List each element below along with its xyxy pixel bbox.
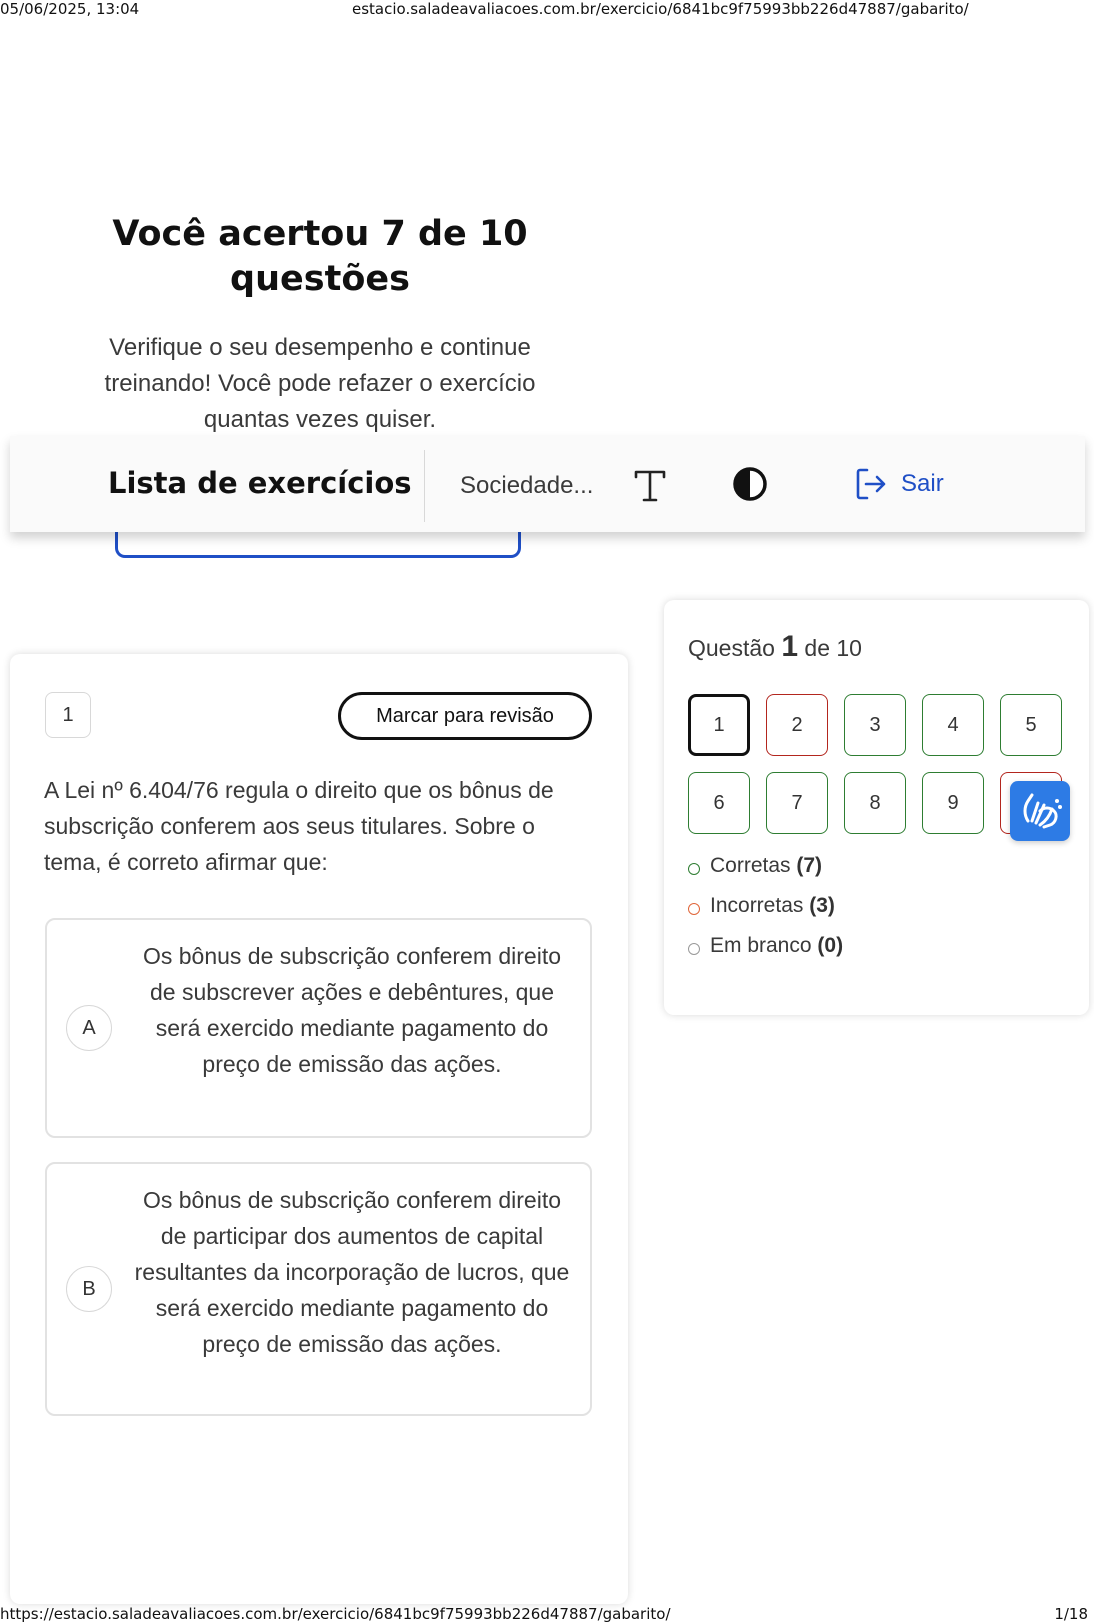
result-title: Você acertou 7 de 10 questões bbox=[112, 214, 528, 299]
question-nav-button[interactable]: 7 bbox=[766, 772, 828, 834]
exit-label: Sair bbox=[901, 470, 944, 497]
print-datetime: 05/06/2025, 13:04 bbox=[0, 0, 140, 18]
status-dot-icon bbox=[688, 863, 700, 875]
question-card bbox=[10, 654, 628, 1604]
legend-count: (3) bbox=[809, 894, 835, 917]
question-progress bbox=[688, 630, 862, 664]
answer-option-a[interactable] bbox=[45, 918, 592, 1138]
question-nav-button[interactable]: 2 bbox=[766, 694, 828, 756]
legend-text: Incorretas bbox=[710, 894, 804, 917]
print-header-url: estacio.saladeavaliacoes.com.br/exercicio/6841bc9f75993bb226d47887/gabarito/ bbox=[352, 0, 969, 18]
status-dot-icon bbox=[688, 943, 700, 955]
question-nav-button[interactable]: 4 bbox=[922, 694, 984, 756]
legend-count: (7) bbox=[796, 854, 823, 877]
status-dot-icon bbox=[688, 903, 700, 915]
exercise-toolbar bbox=[10, 436, 1085, 532]
answer-option-b[interactable] bbox=[45, 1162, 592, 1416]
legend-label bbox=[710, 934, 843, 958]
logout-icon bbox=[855, 467, 887, 501]
print-footer-url: https://estacio.saladeavaliacoes.com.br/exercicio/6841bc9f75993bb226d47887/gabarito/ bbox=[0, 1605, 671, 1623]
legend-label bbox=[710, 894, 835, 918]
sign-language-hands-icon[interactable] bbox=[1010, 781, 1070, 841]
print-footer bbox=[0, 1605, 1094, 1623]
question-nav-button[interactable]: 6 bbox=[688, 772, 750, 834]
question-nav-button[interactable]: 3 bbox=[844, 694, 906, 756]
toolbar-divider bbox=[424, 450, 425, 522]
option-text: Os bônus de subscrição conferem direito de participar dos aumentos de capital resultantes da incorporação de lucros, que será exercido mediante pagamento do preço de emissão das ações. bbox=[134, 1187, 570, 1357]
legend-count: (0) bbox=[817, 934, 844, 957]
option-letter: A bbox=[66, 1005, 112, 1051]
question-number-badge: 1 bbox=[45, 692, 91, 738]
print-header bbox=[0, 0, 1094, 18]
progress-prefix: Questão bbox=[688, 635, 775, 661]
question-nav-button[interactable]: 1 bbox=[688, 694, 750, 756]
exercise-list-title: Lista de exercícios bbox=[108, 466, 412, 500]
legend-text: Corretas bbox=[710, 854, 791, 877]
course-name: Sociedade... bbox=[460, 472, 594, 499]
option-letter: B bbox=[66, 1266, 112, 1312]
text-size-icon[interactable] bbox=[630, 464, 670, 504]
question-nav-button[interactable]: 9 bbox=[922, 772, 984, 834]
print-page-counter: 1/18 bbox=[1054, 1605, 1088, 1623]
exit-button[interactable] bbox=[855, 464, 944, 504]
progress-suffix: de 10 bbox=[804, 635, 862, 661]
question-statement: A Lei nº 6.404/76 regula o direito que os bônus de subscrição conferem aos seus titulares. Sobre o tema, é correto afirmar que: bbox=[44, 777, 554, 875]
mark-for-review-button[interactable]: Marcar para revisão bbox=[338, 692, 592, 740]
legend-label bbox=[710, 854, 822, 878]
option-text: Os bônus de subscrição conferem direito de subscrever ações e debêntures, que será exercido mediante pagamento do preço de emissão das ações. bbox=[142, 943, 562, 1077]
contrast-icon[interactable] bbox=[730, 464, 770, 504]
legend-text: Em branco bbox=[710, 934, 812, 957]
question-nav-button[interactable]: 5 bbox=[1000, 694, 1062, 756]
question-nav-button[interactable]: 8 bbox=[844, 772, 906, 834]
progress-current: 1 bbox=[781, 630, 799, 663]
result-subtitle: Verifique o seu desempenho e continue treinando! Você pode refazer o exercício quantas vezes quiser. bbox=[104, 334, 536, 433]
